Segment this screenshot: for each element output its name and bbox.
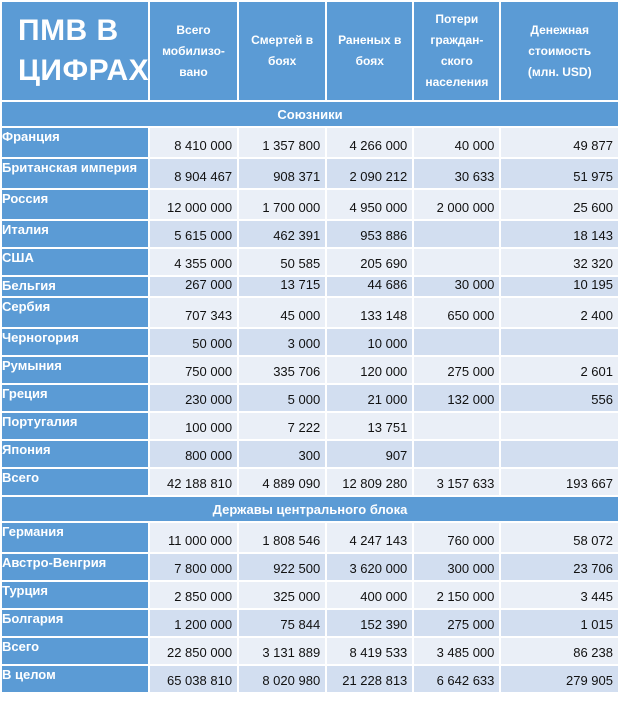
column-header-civilian-losses: Потери граждан- ского населения — [414, 2, 499, 100]
wounded-cell: 3 620 000 — [327, 554, 412, 580]
country-name: В целом — [2, 666, 148, 692]
mobilized-cell: 11 000 000 — [150, 523, 237, 552]
wounded-cell: 133 148 — [327, 298, 412, 327]
mobilized-cell: 4 355 000 — [150, 249, 237, 275]
cost-cell: 2 601 — [501, 357, 618, 383]
killed-cell: 908 371 — [239, 159, 325, 188]
killed-cell: 922 500 — [239, 554, 325, 580]
cost-cell: 23 706 — [501, 554, 618, 580]
table-row — [2, 413, 618, 439]
table-row — [2, 610, 618, 636]
country-name: Всего — [2, 638, 148, 664]
header-row — [2, 2, 618, 100]
civilian-losses-cell: 30 633 — [414, 159, 499, 188]
title-line-1: ПМВ В — [18, 14, 119, 47]
table-row — [2, 298, 618, 327]
civilian-losses-cell: 300 000 — [414, 554, 499, 580]
mobilized-cell: 2 850 000 — [150, 582, 237, 608]
wounded-cell: 4 950 000 — [327, 190, 412, 219]
killed-cell: 335 706 — [239, 357, 325, 383]
country-name: Германия — [2, 523, 148, 552]
wounded-cell: 4 247 143 — [327, 523, 412, 552]
table-row — [2, 249, 618, 275]
killed-cell: 4 889 090 — [239, 469, 325, 495]
cost-cell: 32 320 — [501, 249, 618, 275]
killed-cell: 325 000 — [239, 582, 325, 608]
killed-cell: 462 391 — [239, 221, 325, 247]
country-name: Сербия — [2, 298, 148, 327]
civilian-losses-cell: 760 000 — [414, 523, 499, 552]
mobilized-cell: 267 000 — [150, 277, 237, 296]
country-name: Франция — [2, 128, 148, 157]
mobilized-cell: 42 188 810 — [150, 469, 237, 495]
mobilized-cell: 1 200 000 — [150, 610, 237, 636]
country-name: Турция — [2, 582, 148, 608]
civilian-losses-cell: 6 642 633 — [414, 666, 499, 692]
cost-cell: 10 195 — [501, 277, 618, 296]
wounded-cell: 8 419 533 — [327, 638, 412, 664]
country-name: Всего — [2, 469, 148, 495]
mobilized-cell: 750 000 — [150, 357, 237, 383]
civilian-losses-cell — [414, 329, 499, 355]
country-name: Россия — [2, 190, 148, 219]
mobilized-cell: 65 038 810 — [150, 666, 237, 692]
section-label: Союзники — [2, 102, 618, 126]
country-name: Бельгия — [2, 277, 148, 296]
table-row — [2, 385, 618, 411]
wounded-cell: 21 228 813 — [327, 666, 412, 692]
column-header-killed: Смертей в боях — [239, 2, 325, 100]
cost-cell: 3 445 — [501, 582, 618, 608]
mobilized-cell: 22 850 000 — [150, 638, 237, 664]
civilian-losses-cell: 650 000 — [414, 298, 499, 327]
cost-cell: 58 072 — [501, 523, 618, 552]
wounded-cell: 205 690 — [327, 249, 412, 275]
mobilized-cell: 5 615 000 — [150, 221, 237, 247]
country-name: Британская империя — [2, 159, 148, 188]
table-row — [2, 357, 618, 383]
cost-cell: 51 975 — [501, 159, 618, 188]
table-row — [2, 469, 618, 495]
wounded-cell: 21 000 — [327, 385, 412, 411]
title-line-2: ЦИФРАХ — [18, 54, 150, 87]
killed-cell: 75 844 — [239, 610, 325, 636]
country-name: Япония — [2, 441, 148, 467]
killed-cell: 1 808 546 — [239, 523, 325, 552]
cost-cell: 18 143 — [501, 221, 618, 247]
country-name: Румыния — [2, 357, 148, 383]
killed-cell: 3 131 889 — [239, 638, 325, 664]
killed-cell: 1 357 800 — [239, 128, 325, 157]
killed-cell: 50 585 — [239, 249, 325, 275]
table-row — [2, 582, 618, 608]
civilian-losses-cell: 3 485 000 — [414, 638, 499, 664]
table-body — [2, 102, 618, 692]
wounded-cell: 4 266 000 — [327, 128, 412, 157]
section-label: Державы центрального блока — [2, 497, 618, 521]
civilian-losses-cell: 2 000 000 — [414, 190, 499, 219]
column-header-wounded: Раненых в боях — [327, 2, 412, 100]
civilian-losses-cell — [414, 441, 499, 467]
wounded-cell: 10 000 — [327, 329, 412, 355]
killed-cell: 5 000 — [239, 385, 325, 411]
civilian-losses-cell: 2 150 000 — [414, 582, 499, 608]
mobilized-cell: 707 343 — [150, 298, 237, 327]
mobilized-cell: 50 000 — [150, 329, 237, 355]
killed-cell: 7 222 — [239, 413, 325, 439]
mobilized-cell: 230 000 — [150, 385, 237, 411]
wounded-cell: 12 809 280 — [327, 469, 412, 495]
civilian-losses-cell: 275 000 — [414, 357, 499, 383]
killed-cell: 8 020 980 — [239, 666, 325, 692]
table-row — [2, 441, 618, 467]
table-row — [2, 523, 618, 552]
country-name: Греция — [2, 385, 148, 411]
country-name: Португалия — [2, 413, 148, 439]
civilian-losses-cell: 30 000 — [414, 277, 499, 296]
wounded-cell: 907 — [327, 441, 412, 467]
civilian-losses-cell — [414, 221, 499, 247]
wounded-cell: 152 390 — [327, 610, 412, 636]
mobilized-cell: 8 904 467 — [150, 159, 237, 188]
wounded-cell: 953 886 — [327, 221, 412, 247]
killed-cell: 1 700 000 — [239, 190, 325, 219]
cost-cell — [501, 413, 618, 439]
killed-cell: 13 715 — [239, 277, 325, 296]
civilian-losses-cell: 40 000 — [414, 128, 499, 157]
killed-cell: 300 — [239, 441, 325, 467]
table-title — [2, 2, 148, 100]
civilian-losses-cell: 132 000 — [414, 385, 499, 411]
country-name: Черногория — [2, 329, 148, 355]
killed-cell: 3 000 — [239, 329, 325, 355]
table-row — [2, 221, 618, 247]
country-name: Австро-Венгрия — [2, 554, 148, 580]
cost-cell: 279 905 — [501, 666, 618, 692]
cost-cell: 86 238 — [501, 638, 618, 664]
country-name: Болгария — [2, 610, 148, 636]
cost-cell — [501, 441, 618, 467]
section-header-row — [2, 102, 618, 126]
table-row — [2, 190, 618, 219]
wounded-cell: 13 751 — [327, 413, 412, 439]
country-name: Италия — [2, 221, 148, 247]
section-header-row — [2, 497, 618, 521]
cost-cell: 556 — [501, 385, 618, 411]
civilian-losses-cell: 3 157 633 — [414, 469, 499, 495]
table-row — [2, 159, 618, 188]
wounded-cell: 2 090 212 — [327, 159, 412, 188]
country-name: США — [2, 249, 148, 275]
column-header-mobilized: Всего мобилизо- вано — [150, 2, 237, 100]
civilian-losses-cell: 275 000 — [414, 610, 499, 636]
mobilized-cell: 100 000 — [150, 413, 237, 439]
wounded-cell: 120 000 — [327, 357, 412, 383]
cost-cell: 1 015 — [501, 610, 618, 636]
wounded-cell: 400 000 — [327, 582, 412, 608]
cost-cell: 193 667 — [501, 469, 618, 495]
cost-cell: 25 600 — [501, 190, 618, 219]
cost-cell: 2 400 — [501, 298, 618, 327]
civilian-losses-cell — [414, 249, 499, 275]
table-row — [2, 638, 618, 664]
killed-cell: 45 000 — [239, 298, 325, 327]
mobilized-cell: 800 000 — [150, 441, 237, 467]
table-row — [2, 329, 618, 355]
cost-cell: 49 877 — [501, 128, 618, 157]
mobilized-cell: 12 000 000 — [150, 190, 237, 219]
mobilized-cell: 7 800 000 — [150, 554, 237, 580]
table-row — [2, 666, 618, 692]
table-row — [2, 277, 618, 296]
wounded-cell: 44 686 — [327, 277, 412, 296]
cost-cell — [501, 329, 618, 355]
civilian-losses-cell — [414, 413, 499, 439]
mobilized-cell: 8 410 000 — [150, 128, 237, 157]
column-header-cost: Денежная стоимость (млн. USD) — [501, 2, 618, 100]
table-row — [2, 554, 618, 580]
table-row — [2, 128, 618, 157]
